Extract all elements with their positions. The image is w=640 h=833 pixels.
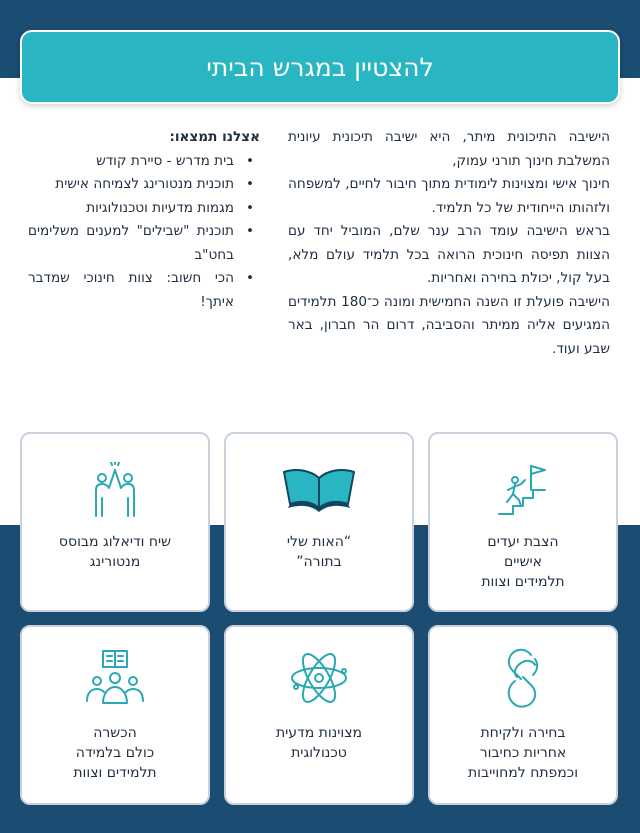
card-label: בחירה ולקיחת אחריות כחיבור וכמפתח למחוייבות (467, 725, 579, 781)
card-responsibility (428, 625, 618, 805)
features-list (28, 126, 260, 314)
card-torah (224, 432, 414, 612)
intro-text (288, 126, 610, 361)
card-goals (428, 432, 618, 612)
chain-link-icon (501, 647, 545, 713)
card-label: “האות שלי בתורה” (286, 534, 352, 570)
high-five-icon (90, 462, 140, 522)
feature-item: • תוכנית מנטורינג לצמיחה אישית (28, 173, 260, 197)
atom-icon (288, 647, 350, 713)
intro-paragraph: הישיבה פועלת זו השנה החמישית ומונה כ־180 תלמידים המגיעים אליה ממיתר והסביבה, דרום הר חברון, באר שבע ועוד. (288, 293, 610, 357)
card-science (224, 625, 414, 805)
card-label: שיח ודיאלוג מבוסס מנטורינג (58, 534, 172, 570)
intro-paragraph: חינוך אישי ומצוינות לימודית מתוך חיבור לחיים, למשפחה ולזהותו הייחודית של כל תלמיד. (288, 176, 610, 216)
card-label: הצבת יעדים אישיים תלמידים וצוות (481, 534, 565, 590)
title-banner (20, 30, 620, 104)
feature-item: • מגמות מדעיות וטכנולוגיות (28, 197, 260, 221)
intro-paragraph: בראש הישיבה עומד הרב ענר שלם, המוביל יחד עם הצוות תפיסה חינוכית הרואה בכל תלמיד עולם מלא, בעל קול, יכולת בחירה ואחריות. (288, 223, 610, 286)
climbing-flag-icon (493, 462, 553, 522)
card-training (20, 625, 210, 805)
card-label: מצוינות מדעית טכנולוגית (275, 725, 363, 761)
feature-item: • הכי חשוב: צוות חינוכי שמדבר איתך! (28, 267, 260, 314)
group-learning-icon (85, 647, 145, 709)
feature-item: • בית מדרש - סיירת קודש (28, 150, 260, 174)
intro-paragraph: הישיבה התיכונית מיתר, היא ישיבה תיכונית עיונית המשלבת חינוך תורני עמוק, (288, 129, 610, 169)
card-dialogue (20, 432, 210, 612)
page-title: להצטיין במגרש הביתי (206, 52, 434, 82)
open-book-icon (280, 462, 358, 518)
feature-item: • תוכנית "שבילים" למענים משלימים בחט"ב (28, 220, 260, 267)
features-heading: אצלנו תמצאו: (169, 129, 260, 145)
card-label: הכשרה כולם בלמידה תלמידים וצוות (73, 725, 157, 781)
